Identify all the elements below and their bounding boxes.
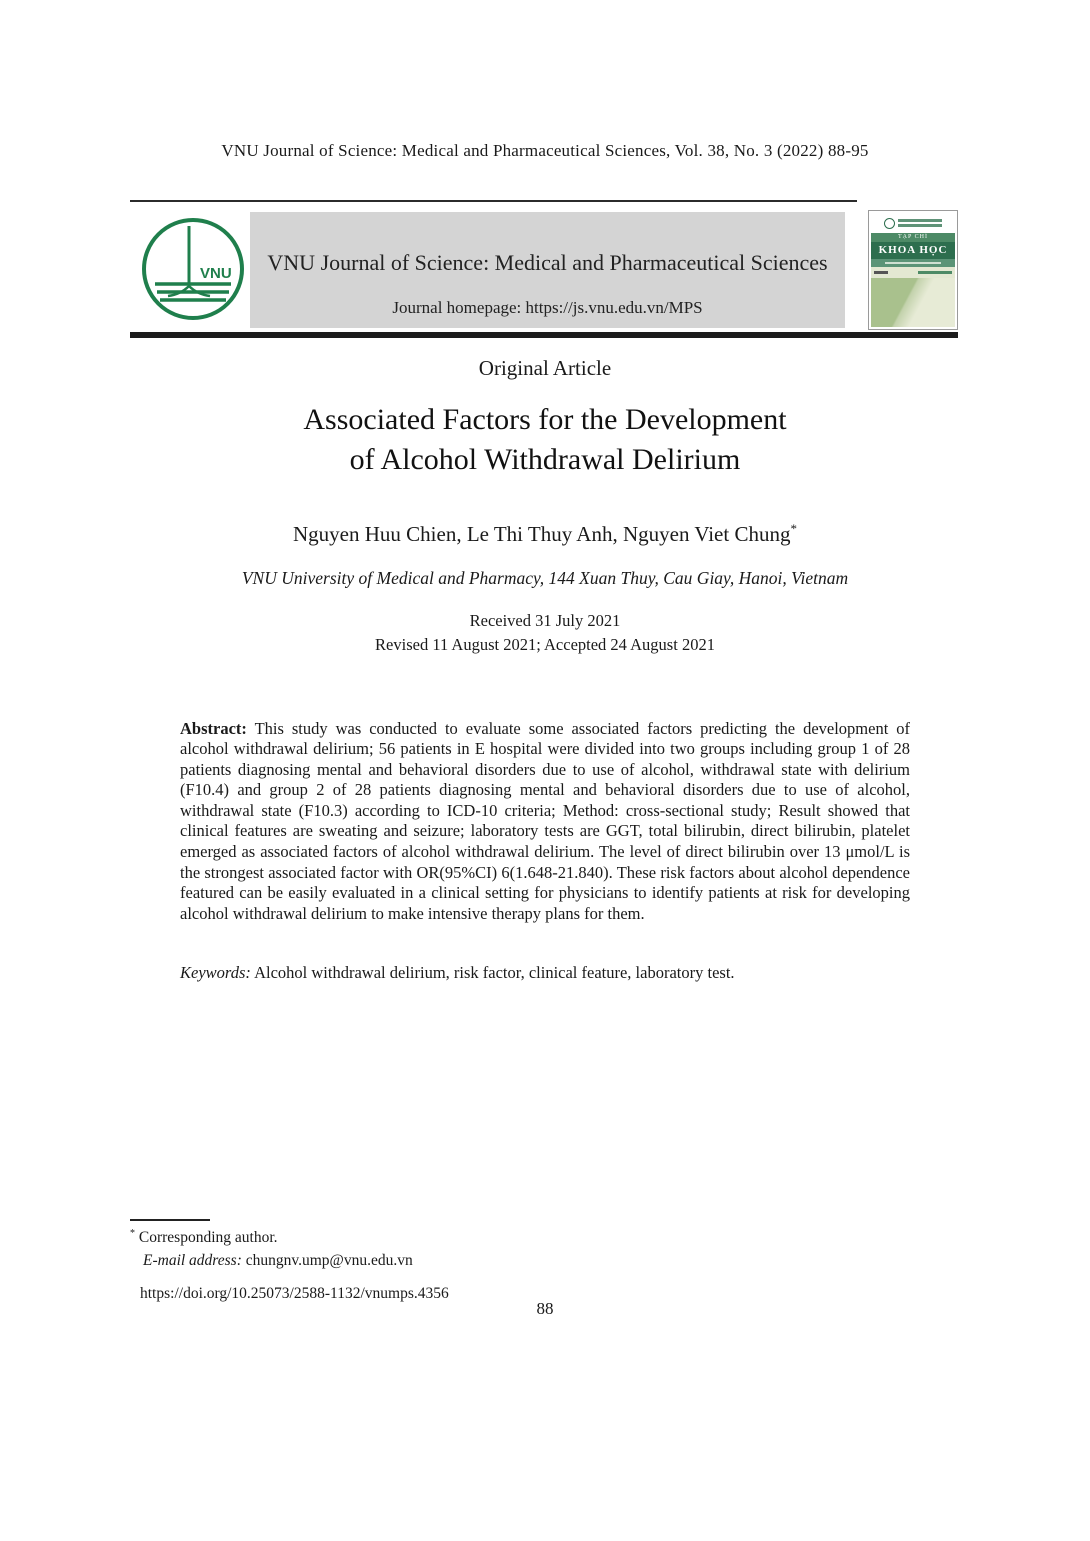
cover-khoahoc-label: KHOA HỌC [871, 242, 955, 259]
keywords-text: Alcohol withdrawal delirium, risk factor, clinical feature, laboratory test. [254, 962, 735, 982]
article-history [0, 609, 1090, 657]
cover-subtitle-band [871, 259, 955, 267]
running-head-citation: VNU Journal of Science: Medical and Pharmaceutical Sciences, Vol. 38, No. 3 (2022) 88-95 [221, 141, 869, 160]
cover-tapchi-label: TẠP CHÍ [871, 233, 955, 242]
footnote-rule [130, 1219, 210, 1221]
abstract-paragraph [180, 719, 910, 925]
article-title-line2: of Alcohol Withdrawal Delirium [349, 443, 741, 476]
journal-cover-thumbnail [868, 210, 958, 330]
journal-banner [250, 212, 845, 328]
cover-artwork [871, 278, 955, 327]
corresponding-author-text: Corresponding author. [138, 1229, 278, 1247]
vnu-logo-text: VNU [200, 265, 232, 282]
email-address[interactable]: chungnv.ump@vnu.edu.vn [245, 1252, 413, 1269]
journal-banner-title: VNU Journal of Science: Medical and Pharmaceutical Sciences [267, 250, 828, 275]
abstract-body: This study was conducted to evaluate some associated factors predicting the development of alcohol withdrawal delirium; 56 patients in E hospital were divided into two groups including group 1 of 28 patients diagnosing mental and behavioral disorders due to use of alcohol, withdrawal state with delirium (F10.4) and group 2 of 28 patients diagnosing mental and behavioral disorders due to use of alcohol, withdrawal state (F10.3) according to ICD-10 criteria; Method: cross-sectional study; Result showed that clinical features are sweating and seizure; laboratory tests are GGT, total bilirubin, direct bilirubin, platelet emerged as associated factors of alcohol withdrawal delirium. The level of direct bilirubin over 13 μmol/L is the strongest associated factor with OR(95%CI) 6(1.648-21.840). These risk factors about alcohol dependence featured can be easily evaluated in a clinical setting for physicians to identify patients at risk for developing alcohol withdrawal delirium to make intensive therapy plans for them. [180, 718, 910, 923]
revised-accepted-dates: Revised 11 August 2021; Accepted 24 August 2021 [375, 635, 715, 654]
keywords-label: Keywords: [180, 962, 251, 982]
cover-issn-row [871, 267, 955, 278]
received-date: Received 31 July 2021 [469, 611, 621, 630]
journal-homepage-link[interactable]: Journal homepage: https://js.vnu.edu.vn/MPS [392, 298, 703, 317]
page-number: 88 [536, 1299, 554, 1318]
article-title [0, 400, 1090, 480]
footnote-mark: * [130, 1228, 135, 1239]
cover-header-text-lines [898, 219, 942, 227]
banner-bottom-rule [130, 332, 958, 338]
article-type-label: Original Article [478, 356, 612, 380]
email-label: E-mail address: [143, 1252, 242, 1269]
author-names: Nguyen Huu Chien, Le Thi Thuy Anh, Nguyen Viet Chung [293, 522, 791, 546]
corresponding-author-mark: * [790, 521, 797, 536]
vnu-logo [138, 210, 248, 328]
abstract-label: Abstract: [180, 718, 247, 738]
corresponding-author-note [130, 1228, 278, 1247]
keywords-line [180, 963, 910, 983]
banner-top-rule [130, 200, 857, 202]
doi-link[interactable]: https://doi.org/10.25073/2588-1132/vnumps.4356 [140, 1285, 449, 1302]
affiliation: VNU University of Medical and Pharmacy, 144 Xuan Thuy, Cau Giay, Hanoi, Vietnam [241, 568, 849, 588]
email-line [143, 1252, 413, 1270]
author-list [0, 521, 1090, 547]
vnu-logo-icon [138, 210, 248, 328]
cover-header [871, 213, 955, 233]
cover-mini-logo-icon [884, 218, 895, 229]
article-title-line1: Associated Factors for the Development [303, 403, 787, 436]
